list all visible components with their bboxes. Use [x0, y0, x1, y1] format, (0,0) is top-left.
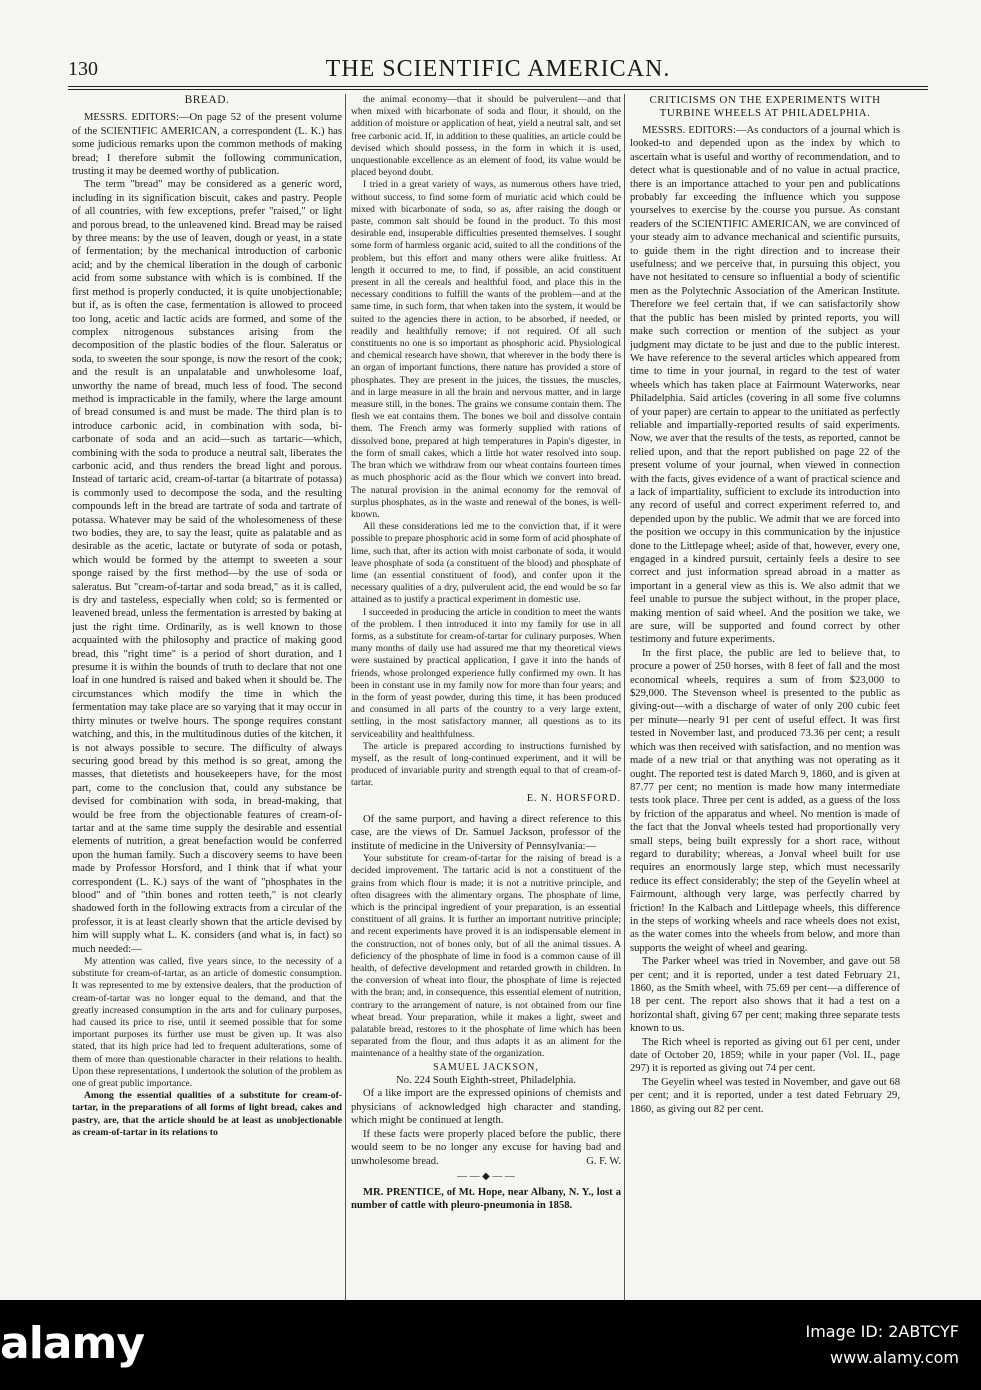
- paragraph: Of the same purport, and having a direct reference to this case, are the views of Dr. Samuel Jackson, professor of the institute of medicine in the University of Pennsylvania:—: [351, 813, 621, 852]
- header-rule: [68, 86, 928, 87]
- paragraph: All these considerations led me to the conviction that, if it were possible to prepare phosphoric acid in some form of acid phosphate of lime, such that, after its action with moist carbonate of soda, it would leave phosphate of soda (a constituent of the blood) and phosphate of lime (an essential constituent of food), and confer upon it the necessary qualities of a dry, pulverulent acid, the end would be so far attained as to justify a practical experiment in domestic use.: [351, 521, 621, 606]
- address-line: No. 224 South Eighth-street, Philadelphia.: [396, 1075, 576, 1087]
- paragraph: The term "bread" may be considered as a generic word, including in its signification biscuit, cakes and pastry. People of all countries, with few exceptions, prefer "raised," or light and porous bread, to the unleavened kind. Bread may be raised by three means: by the use of leaven, dough or yeast, in a state of fermentation; by the mechanical introduction of carbonic acid; and by the chemical liberation in the dough of carbonic acid from some substance with which is is combined. If the first method is properly conducted, it is quite unobjectionable; but if, as is often the case, fermentation is allowed to proceed too long, acetic and lactic acids are formed, and some of the complex nitrogenous substances arising from the decomposition of the plastic bodies of the flour. Saleratus or soda, to sweeten the sour sponge, is now the resort of the cook; and the result is an unpalatable and unwholesome loaf, unworthy the name of bread, much less of food. The second method is impracticable in the family, where the large amount of bread consumed is and must be made. The third plan is to introduce carbonic acid, in combination with soda, bi-carbonate of soda and an acid—such as tartaric—which, combining with the soda to produce a neutral salt, liberates the carbonic acid, and thus renders the bread light and porous. Instead of tartaric acid, cream-of-tartar (a bitartrate of potassa) is commonly used to decompose the soda, and the resulting compounds left in the bread are tartrate of soda and tartrate of potassa. Whatever may be said of the wholesomeness of these two bodies, they are, to say the least, quite as palatable and as desirable as the acetic, lactate or butyrate of soda or potash, which would be formed by the attempt to sweeten a sour sponge raised by the first method—by the use of soda or saleratus. But "cream-of-tartar and soda bread," as it is called, is dry and tasteless, especially when cold; so is fermented or leavened bread, unless the fermentation is arrested by baking at just the right time. Ordinarily, as is well known to those acquainted with the philosophy and practice of making good bread, this "right time" is a period of short duration, and I presume it is within the bounds of truth to declare that not one loaf in one hundred is raised and baked when it should be. The circumstances which modify the time in which the fermentation may take place are so varying that it may occur in thirty minutes or twelve hours. The sponge requires constant watching, and this, in the multitudinous duties of the kitchen, it is not always possible to secure. The difficulty of always securing good bread by this method is so great, among the masses, that dietetists and housekeepers have, for the most part, come to the conclusion that, could any substance be devised for combination with soda, in bread-making, that would be free from the objectionable features of cream-of-tartar and at the same time supply the desirable and essential elements of nutrition, a great benefaction would be conferred upon the human family. Such a discovery seems to have been made by Professor Horsford, and I think that if what your correspondent (L. K.) says of the want of "phosphates in the blood" and of "thin bones and rotten teeth," is not clearly shadowed forth in the following extracts from a circular of the professor, it is at least clearly shown that the article devised by him will supply what L. K. considers (and what is, in fact) so much needed:—: [72, 179, 342, 955]
- paragraph: Your substitute for cream-of-tartar for the raising of bread is a decided improvement. The tartaric acid is not a constituent of the grains from which flour is made; it is not a nutritive principle, and often disagrees with the alimentary organs. The phosphate of lime, which is the principal ingredient of your preparation, is an essential constituent of all grains. It is further an important nutritive principle; and recent experiments have proved it is an indispensable element in the construction, not of bones only, but of all the animal tissues. A deficiency of the phosphate of lime in food is a common cause of ill health, of defective development and retarded growth in children. In the conversion of wheat into flour, the phosphate of lime is rejected with the bran; and, in consequence, this essential element of nutrition, contrary to the arrangement of nature, is not obtained from our fine wheat bread. Your preparation, while it makes a light, sweet and palatable bread, restores to it the phosphate of lime which has been separated from the flour, and thus adapts it as an aliment for the maintenance of a healthy state of the organization.: [351, 853, 621, 1060]
- column-bread: [72, 94, 342, 1324]
- paragraph: MESSRS. EDITORS:—On page 52 of the present volume of the SCIENTIFIC AMERICAN, a correspondent (L. K.) has some judicious remarks upon the common methods of making bread; I therefore submit the following communication, trusting it may be deemed worthy of publication.: [72, 112, 342, 178]
- page-number: 130: [68, 58, 98, 80]
- paragraph: The article is prepared according to instructions furnished by myself, as the result of long-continued experiment, and it will be produced of invariable purity and strength equal to that of cream-of-tartar.: [351, 740, 621, 789]
- column-divider: [345, 94, 346, 1312]
- paragraph: the animal economy—that it should be pulverulent—and that when mixed with bicarbonate of soda and flour, it should, on the addition of moisture or application of heat, yield a neutral salt, and set free carbonic acid. If, in addition to these qualities, an article could be devised which should possess, in the form in which it is used, unquestionable excellence as an element of food, its value would be placed beyond doubt.: [351, 94, 621, 179]
- paragraph: In the first place, the public are led to believe that, to procure a power of 250 horses, with 8 feet of fall and the most economical wheels, requires a sum of from $23,000 to $29,000. The Stevenson wheel is presented to the public as giving-out—with a discharge of water of only 200 cubic feet per minute—nearly 91 per cent of useful effect. It was first tested in November last, and produced 73.36 per cent; a result which was then received with satisfaction, and no mention was made of a new trial or that anything was not operating as it ought. The reported test is dated March 9, 1860, and is given at 87.77 per cent; no mention is made how many intermediate tests took place. Three per cent is added, as a guess of the loss by friction of the apparatus and wheel. No mention is made of the fact that the Jonval wheels tested had proportionally very small steps, being built expressly for a short race, without regard to durability; whereas, a Jonval wheel built for use requires an enormously large step, which must necessarily reduce its effect considerably; the step of the Geyelin wheel at Fairmount, although very large, was perfectly charred by friction! In the Kalbach and Littlepage wheels, this difference in the steps of working wheels and race wheels does not exist, as the water comes into the wheels from below, and more than supports the weight of wheel and gearing.: [630, 647, 900, 954]
- article-heading-bread: BREAD.: [184, 94, 230, 106]
- masthead-title: THE SCIENTIFIC AMERICAN.: [325, 56, 671, 82]
- paragraph: The Rich wheel is reported as giving out 61 per cent, under date of October 20, 1859; while in your paper (Vol. II., page 297) it is reported as giving out 74 per cent.: [630, 1036, 900, 1075]
- paragraph: I tried in a great variety of ways, as numerous others have tried, without success, to find some form of muriatic acid which could be mixed with bicarbonate of soda, so as, after raising the dough or paste, common salt should be found in the product. To this most desirable end, insuperable difficulties presented themselves. I sought some form of harmless organic acid, suited to all the conditions of the problem, but this effort and many others were alike fruitless. At length it occurred to me, to find, if possible, an acid constituent present in all the cereals and healthful food, and place this in the necessary conditions to fulfill the wants of the problem—and at the same time, in such form, that when taken into the system, it would be suited to the agencies there in action, to be absorbed, if needed, or readily and healthfully remove; if not required. Of all such constituents no one is so important as phosphoric acid. Physiological and chemical research have shown, that wherever in the body there is an organ of important functions, there nature has provided a store of phosphates. They are present in the juices, the tissues, the muscles, and in large measure in all the brain and nervous matter, and in large measure still, in the bones. The grains we consume contain them. The flesh we eat contains them. The bones we boil and dissolve contain them. The French army was formerly supplied with rations of dissolved bone, prepared at high temperatures in Papin's digester, in the form of small cakes, which a little hot water resolved into soup. The bran which we withdraw from our wheat contains fourteen times as much phosphoric acid as the flour which we convert into bread. The natural provision in the animal economy for the removal of surplus phosphates, as in the waste and renewal of the bones, is well-known.: [351, 179, 621, 520]
- signature-gfw: G. F. W.: [586, 1155, 621, 1167]
- column-divider: [624, 94, 625, 1312]
- signature-jackson: SAMUEL JACKSON,: [433, 1061, 539, 1073]
- column-continued: [351, 94, 621, 1324]
- paragraph: If these facts were properly placed before the public, there would seem to be no longer any excuse for having bad and unwholesome bread.: [351, 1128, 621, 1167]
- article-heading-turbine: CRITICISMS ON THE EXPERIMENTS WITH TURBINE WHEELS AT PHILADELPHIA.: [649, 94, 881, 119]
- page-header: [68, 56, 928, 90]
- paragraph: The Geyelin wheel was tested in November, and gave out 68 per cent; and it is reported, under a test dated February 29, 1860, as giving out 82 per cent.: [630, 1076, 900, 1115]
- signature-horsford: E. N. HORSFORD.: [526, 792, 621, 804]
- column-turbine-wheels: [630, 94, 900, 1324]
- header-rule-thin: [68, 89, 928, 90]
- paragraph: Among the essential qualities of a substitute for cream-of-tartar, in the preparations of all forms of light bread, cakes and pastry, are, that the article should be at least as unobjectionable as cream-of-tartar in its relations to: [72, 1090, 342, 1138]
- paragraph: MESSRS. EDITORS:—As conductors of a journal which is looked-to and depended upon as the index by which to ascertain what is useful and worthy of recommendation, and to detect what is questionable and of no value in actual practice, there is an importance attached to your pen and publications probably far exceeding the influence which you suppose yourselves to exercise by the course you pursue. As constant readers of the SCIENTIFIC AMERICAN, we are convinced of your steady aim to advance mechanical and scientific pursuits, to guide them in the right direction and to increase their usefulness; and we perceive that, in pursuing this object, you have not hesitated to censure so influential a body of scientific men as the Polytechnic Association of the American Institute. Therefore we feel certain that, if we can satisfactorily show that the public has been misled by printed reports, you will make such correction or mention of the subject as your judgment may dictate to be just and due to the public interest. We have reference to the several articles which appeared from time to time in your journal, in regard to the test of water wheels which has taken place at Fairmount Waterworks, near Philadelphia. Said articles (covering in all some five columns of your paper) are certain to appear to the unitiated as perfectly reliable and impartially-reported results of said experiments. Now, we aver that the results of the tests, as reported, cannot be relied upon, and that the report published on page 22 of the present volume of your journal, when viewed in connection with the facts, gives evidence of a want of practical science and a lack of impartiality, sufficient to exclude its introduction into any record of useful and correct experiment referred to, and depended upon by the public. We admit that we are forced into the position we occupy in this communication by the injustice done to the Littlepage wheel; aside of that, however, every one, engaged in a kindred pursuit, certainly feels a desire to see correct and just information spread abroad in a matter as important in a general view as this is. We also admit that we feel unable to pursue the subject without, in the proper place, making mention of said wheel. And the position we take, we are sure, will be supported and found correct by other testimony and future experiments.: [630, 125, 900, 646]
- paragraph: The Parker wheel was tried in November, and gave out 58 per cent; and it is reported, under a test dated February 21, 1860, as the Smith wheel, with 75.69 per cent—a difference of 18 per cent. The report also shows that it had a test on a horizontal shaft, giving 67 per cent; making three separate tests known to us.: [630, 956, 900, 1035]
- paragraph: My attention was called, five years since, to the necessity of a substitute for cream-of-tartar, as an article of domestic consumption. It was represented to me by extensive dealers, that the production of cream-of-tartar was no longer equal to the demand, and that the greatly increased consumption in the arts and for culinary purposes, had caused its price to rise, until it seemed possible that for some important purposes its further use must be given up. It was also stated, that its high price had led to frequent adulterations, some of them of more than questionable character in their relations to health. Upon these representations, I undertook the solution of the problem as one of great public importance.: [72, 956, 342, 1090]
- paragraph: I succeeded in producing the article in condition to meet the wants of the problem. I then introduced it into my family for use in all forms, as a substitute for cream-of-tartar for culinary purposes. When many months of daily use had assured me that my theoretical views were sustained by practical application, I gave it into the hands of friends, whose prolonged experience fully confirmed my own. It has been in constant use in my family now for more than four years; and in the form of yeast powder, during this time, it has been produced and consumed in all parts of the country to a very large extent, settling, in the most satisfactory manner, all questions as to its serviceability and healthfulness.: [351, 606, 621, 740]
- alamy-logo: alamy: [0, 1318, 144, 1369]
- paragraph: MR. PRENTICE, of Mt. Hope, near Albany, N. Y., lost a number of cattle with pleuro-pneumonia in 1858.: [351, 1186, 621, 1212]
- watermark-url: www.alamy.com: [830, 1348, 959, 1367]
- image-id-label: Image ID: 2ABTCYF: [805, 1322, 959, 1341]
- watermark-band: [0, 1300, 981, 1390]
- paragraph: Of a like import are the expressed opinions of chemists and physicians of acknowledged high character and standing, which might be continued at length.: [351, 1088, 621, 1127]
- separator-ornament: — — ◆ — —: [457, 1171, 515, 1183]
